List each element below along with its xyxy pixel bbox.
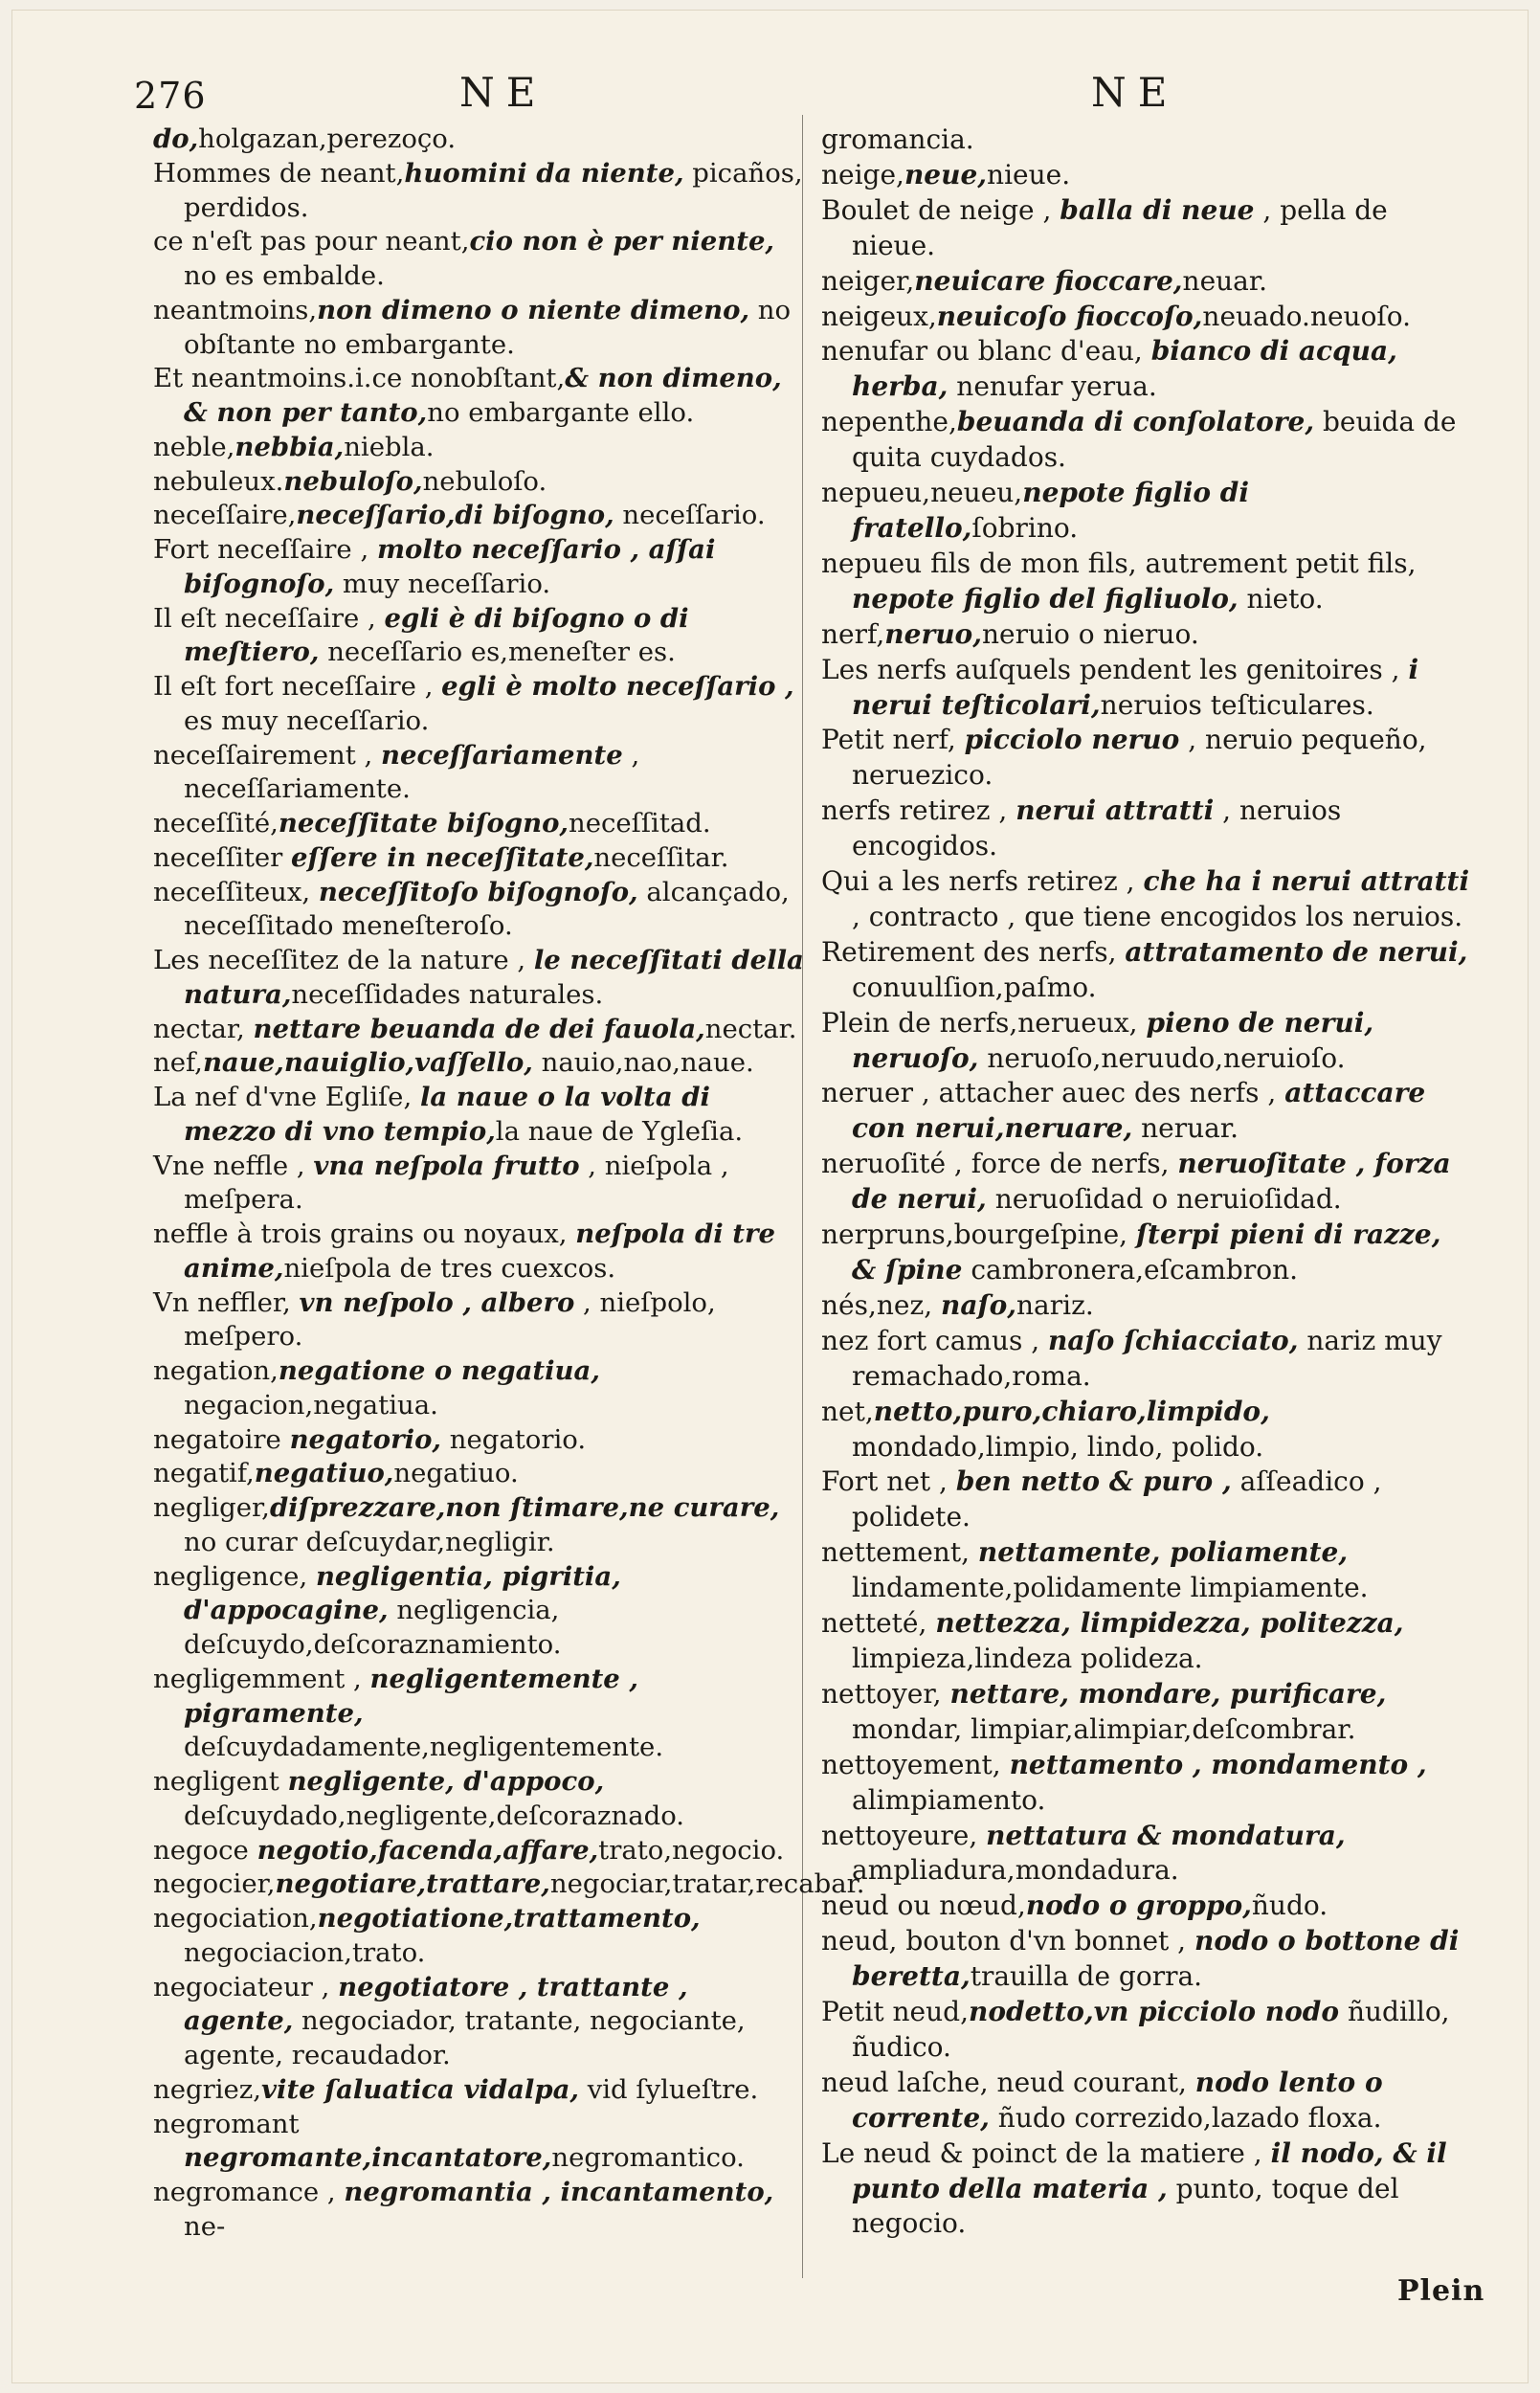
entry-italian: diſprezzare,non ſtimare,ne curare, bbox=[269, 1492, 780, 1523]
dictionary-entry bbox=[153, 602, 804, 671]
entry-headword: nepenthe, bbox=[821, 406, 957, 438]
dictionary-entry bbox=[821, 1395, 1474, 1465]
entry-headword: Les neceſſitez de la nature , bbox=[153, 945, 534, 975]
entry-headword: neble, bbox=[153, 431, 235, 462]
entry-italian: pieno de nerui, neruoſo, bbox=[852, 1006, 1374, 1074]
entry-italian: cio non è per niente, bbox=[469, 226, 775, 257]
entry-spanish: , neruio pequeño, neruezico. bbox=[852, 724, 1427, 792]
entry-italian: negotiatore , trattante , agente, bbox=[184, 1971, 688, 2037]
entry-headword: negocier, bbox=[153, 1868, 276, 1900]
dictionary-entry bbox=[821, 794, 1474, 864]
dictionary-entry bbox=[153, 1218, 804, 1286]
entry-headword: nef, bbox=[153, 1047, 203, 1079]
dictionary-entry bbox=[821, 1006, 1474, 1077]
entry-spanish: nariz. bbox=[1016, 1288, 1094, 1321]
entry-italian: negatione o negatiua, bbox=[278, 1355, 600, 1386]
entry-italian: bianco di acqua, herba, bbox=[852, 335, 1397, 403]
entry-italian: egli è molto neceſſario , bbox=[441, 671, 794, 702]
entry-italian: nettamente, poliamente, bbox=[977, 1536, 1349, 1569]
entry-headword: nerf, bbox=[821, 617, 885, 650]
entry-spanish: neruar. bbox=[1132, 1112, 1239, 1145]
entry-italian: nettare, mondare, purificare, bbox=[949, 1677, 1387, 1710]
entry-italian: nettatura & mondatura, bbox=[986, 1819, 1346, 1851]
dictionary-entry bbox=[821, 864, 1474, 935]
entry-headword: Boulet de neige , bbox=[821, 193, 1060, 226]
entry-headword: Fort neceſſaire , bbox=[153, 534, 377, 565]
entry-spanish: ampliadura,mondadura. bbox=[852, 1854, 1179, 1887]
entry-headword: netteté, bbox=[821, 1607, 936, 1640]
entry-headword: nettoyement, bbox=[821, 1748, 1010, 1780]
entry-spanish: neceſſitar. bbox=[593, 841, 729, 873]
entry-italian: egli è di biſogno o di meſtiero, bbox=[184, 602, 689, 668]
dictionary-entry bbox=[821, 123, 1474, 158]
entry-spanish: trauilla de gorra. bbox=[970, 1960, 1203, 1993]
dictionary-entry bbox=[821, 1748, 1474, 1819]
entry-italian: negotiatione,trattamento, bbox=[317, 1903, 701, 1934]
entry-headword: Qui a les nerfs retirez , bbox=[821, 865, 1144, 898]
dictionary-entry bbox=[821, 1889, 1474, 1924]
dictionary-entry bbox=[821, 334, 1474, 405]
entry-italian: neue, bbox=[904, 158, 988, 190]
entry-headword: neffle à trois grains ou noyaux, bbox=[153, 1219, 576, 1249]
entry-italian: neceſſitate biſogno, bbox=[278, 808, 569, 839]
entry-headword: Il eſt fort neceſſaire , bbox=[153, 671, 442, 702]
entry-headword: nettoyeure, bbox=[821, 1819, 987, 1851]
entry-spanish: ñudo. bbox=[1251, 1890, 1328, 1922]
entry-italian: picciolo neruo bbox=[964, 724, 1180, 756]
dictionary-entry bbox=[821, 723, 1474, 794]
entry-italian: negromantia , incantamento, bbox=[344, 2177, 774, 2207]
dictionary-entry bbox=[153, 123, 804, 157]
entry-headword: Et neantmoins.i.ce nonobſtant, bbox=[153, 363, 566, 394]
dictionary-entry bbox=[153, 1971, 804, 2073]
entry-italian: neceſſario,di biſogno, bbox=[296, 500, 614, 531]
entry-italian: le neceſſitati della natura, bbox=[184, 945, 804, 1010]
entry-italian: negromante,incantatore, bbox=[184, 2142, 552, 2174]
entry-headword: neud ou nœud, bbox=[821, 1890, 1026, 1922]
entry-italian: ben netto & puro , bbox=[955, 1465, 1232, 1498]
entry-spanish: conuulſion,paſmo. bbox=[852, 971, 1097, 1003]
entry-spanish: nenufar yerua. bbox=[948, 370, 1157, 403]
entry-headword: negliger, bbox=[153, 1492, 270, 1523]
entry-spanish: no obſtante no embargante. bbox=[184, 294, 792, 360]
entry-spanish: , pella de nieue. bbox=[852, 193, 1388, 261]
entry-spanish: cambronera,eſcambron. bbox=[962, 1254, 1299, 1286]
dictionary-entry bbox=[153, 362, 804, 431]
entry-headword: Plein de nerfs,nerueux, bbox=[821, 1006, 1147, 1039]
dictionary-entry bbox=[153, 465, 804, 500]
entry-spanish: no curar deſcuydar,negligir. bbox=[184, 1526, 555, 1557]
entry-italian: neuicare fioccare, bbox=[914, 264, 1183, 297]
entry-spanish: limpieza,lindeza polideza. bbox=[852, 1642, 1203, 1674]
entry-headword: nerpruns,bourgeſpine, bbox=[821, 1219, 1136, 1251]
dictionary-entry bbox=[821, 547, 1474, 617]
entry-spanish: picaños, perdidos. bbox=[184, 157, 803, 223]
entry-italian: negatiuo, bbox=[254, 1458, 394, 1489]
entry-headword: neceſſité, bbox=[153, 808, 279, 839]
dictionary-entry bbox=[153, 1423, 804, 1458]
dictionary-entry bbox=[821, 158, 1474, 193]
entry-spanish: neruio o nieruo. bbox=[981, 617, 1199, 650]
entry-spanish: neruoſo,neruudo,neruioſo. bbox=[978, 1041, 1346, 1074]
dictionary-entry bbox=[821, 2136, 1474, 2243]
running-head-right: NE bbox=[1091, 69, 1179, 116]
entry-italian: nepote figlio di fratello, bbox=[852, 477, 1249, 544]
entry-italian: molto neceſſario , aſſai biſognoſo, bbox=[184, 534, 716, 599]
dictionary-entry bbox=[821, 1465, 1474, 1535]
entry-spanish: nieſpola de tres cuexcos. bbox=[283, 1252, 616, 1284]
entry-headword: neud, bouton d'vn bonnet , bbox=[821, 1925, 1194, 1957]
entry-italian: neceſſitoſo biſognoſo, bbox=[318, 876, 638, 907]
entry-italian: neſpola di tre anime, bbox=[184, 1219, 775, 1284]
entry-spanish: la naue de Ygleſia. bbox=[495, 1115, 744, 1147]
entry-headword: Hommes de neant, bbox=[153, 157, 405, 189]
dictionary-entry bbox=[153, 157, 804, 226]
entry-spanish: nectar. bbox=[704, 1013, 797, 1044]
entry-spanish: no es embalde. bbox=[184, 260, 385, 291]
entry-spanish: negatiuo. bbox=[393, 1458, 519, 1489]
dictionary-entry bbox=[153, 1765, 804, 1834]
catchword: Plein bbox=[1397, 2274, 1485, 2308]
entry-spanish: negligencia, deſcuydo,deſcoraznamiento. bbox=[184, 1595, 562, 1660]
entry-headword: nerfs retirez , bbox=[821, 794, 1016, 827]
entry-italian: huomini da niente, bbox=[404, 157, 684, 189]
entry-italian: la naue o la volta di mezzo di vno tempio, bbox=[184, 1082, 710, 1147]
entry-spanish: negromantico. bbox=[551, 2142, 745, 2174]
entry-italian: beuanda di conſolatore, bbox=[956, 406, 1315, 438]
entry-italian: eſſere in neceſſitate, bbox=[291, 841, 594, 873]
entry-italian: i nerui teſticolari, bbox=[852, 653, 1419, 721]
entry-spanish: , neruios encogidos. bbox=[852, 794, 1342, 862]
entry-headword: nez fort camus , bbox=[821, 1324, 1049, 1356]
dictionary-entry bbox=[821, 405, 1474, 476]
entry-italian: negligentia, pigritia, d'appocagine, bbox=[184, 1560, 621, 1626]
entry-spanish: neceſſidades naturales. bbox=[291, 978, 604, 1010]
dictionary-entry bbox=[153, 1081, 804, 1150]
entry-spanish: nebuloſo. bbox=[422, 465, 547, 497]
entry-italian: nodo o groppo, bbox=[1025, 1890, 1252, 1922]
dictionary-entry bbox=[153, 294, 804, 363]
entry-italian: nodo lento o corrente, bbox=[852, 2066, 1383, 2134]
entry-headword: gromancia. bbox=[821, 123, 974, 155]
dictionary-entry bbox=[153, 1834, 804, 1868]
entry-spanish: nieto. bbox=[1238, 582, 1324, 615]
entry-spanish: mondado,limpio, lindo, polido. bbox=[852, 1430, 1264, 1463]
entry-headword: negatif, bbox=[153, 1458, 255, 1489]
entry-italian: naſo ſchiacciato, bbox=[1048, 1324, 1299, 1356]
dictionary-entry bbox=[153, 225, 804, 294]
entry-spanish: mondar, limpiar,alimpiar,deſcombrar. bbox=[852, 1712, 1356, 1745]
entry-spanish: deſcuydadamente,negligentemente. bbox=[184, 1732, 664, 1763]
entry-spanish: neuar. bbox=[1182, 264, 1268, 297]
entry-headword: neceſſairement , bbox=[153, 739, 381, 771]
dictionary-entry bbox=[153, 670, 804, 739]
entry-italian: negligentemente , pigramente, bbox=[184, 1663, 638, 1729]
entry-spanish: ſobrino. bbox=[971, 511, 1079, 544]
dictionary-entry bbox=[153, 533, 804, 602]
entry-spanish: neceſſitad. bbox=[569, 808, 711, 839]
entry-spanish: neceſſario. bbox=[614, 500, 766, 531]
entry-italian: il nodo, & il punto della materia , bbox=[852, 2136, 1447, 2204]
entry-italian: naſo, bbox=[941, 1288, 1016, 1321]
dictionary-entry bbox=[153, 1457, 804, 1491]
entry-spanish: ñudillo, ñudico. bbox=[852, 1996, 1450, 2063]
entry-headword: Retirement des nerfs, bbox=[821, 935, 1126, 968]
entry-headword: negromant bbox=[153, 2108, 300, 2139]
entry-spanish: no embargante ello. bbox=[427, 397, 695, 428]
entry-headword: Les nerfs auſquels pendent les genitoires , bbox=[821, 653, 1409, 685]
entry-headword: negligence, bbox=[153, 1560, 316, 1592]
entry-spanish: , contracto , que tiene encogidos los neruios. bbox=[852, 900, 1463, 932]
entry-italian: non dimeno o niente dimeno, bbox=[317, 294, 750, 325]
entry-spanish: neuado.neuoſo. bbox=[1202, 300, 1412, 332]
entry-italian: neruoſitate , forza de nerui, bbox=[852, 1148, 1451, 1216]
entry-headword: neceſſiter bbox=[153, 841, 292, 873]
entry-headword: neruer , attacher auec des nerfs , bbox=[821, 1077, 1285, 1109]
entry-headword: negligent bbox=[153, 1766, 288, 1797]
entry-italian: negotiare,trattare, bbox=[275, 1868, 550, 1900]
dictionary-entry bbox=[153, 944, 804, 1013]
entry-spanish: neruoſidad o neruioſidad. bbox=[986, 1183, 1342, 1216]
entry-spanish: neceſſario es,meneſter es. bbox=[319, 637, 676, 668]
entry-headword: neantmoins, bbox=[153, 294, 318, 325]
entry-spanish: punto, toque del negocio. bbox=[852, 2172, 1399, 2240]
entry-italian: nebuloſo, bbox=[283, 465, 423, 497]
running-head-left: NE bbox=[459, 69, 547, 116]
page-number: 276 bbox=[134, 75, 207, 117]
dictionary-entry bbox=[821, 1819, 1474, 1890]
dictionary-entry bbox=[153, 2073, 804, 2108]
entry-spanish: negociar,tratar,recabar. bbox=[549, 1868, 865, 1900]
dictionary-entry bbox=[821, 476, 1474, 547]
entry-spanish: , neceſſariamente. bbox=[184, 739, 640, 805]
entry-spanish: deſcuydado,negligente,deſcoraznado. bbox=[184, 1800, 685, 1831]
entry-spanish: trato,negocio. bbox=[598, 1834, 785, 1866]
entry-headword: negation, bbox=[153, 1355, 279, 1386]
entry-headword: nepueu,neueu, bbox=[821, 477, 1023, 509]
entry-headword: neruoſité , force de nerfs, bbox=[821, 1148, 1178, 1180]
dictionary-entry bbox=[153, 876, 804, 945]
entry-italian: naue,nauiglio,vaſſello, bbox=[202, 1047, 533, 1079]
entry-spanish: negacion,negatiua. bbox=[184, 1389, 438, 1420]
entry-italian: ſterpi pieni di razze, & ſpine bbox=[852, 1219, 1441, 1286]
dictionary-entry bbox=[821, 1535, 1474, 1606]
entry-spanish: niebla. bbox=[344, 431, 435, 462]
entry-headword: negatoire bbox=[153, 1423, 290, 1455]
entry-headword: Il eſt neceſſaire , bbox=[153, 602, 385, 634]
dictionary-entry bbox=[153, 1491, 804, 1560]
dictionary-entry bbox=[153, 1286, 804, 1355]
entry-headword: neceſſiteux, bbox=[153, 876, 319, 907]
entry-spanish: lindamente,polidamente limpiamente. bbox=[852, 1572, 1369, 1604]
dictionary-entry bbox=[153, 1013, 804, 1047]
entry-headword: neceſſaire, bbox=[153, 500, 297, 531]
entry-spanish: ñudo correzido,lazado floxa. bbox=[989, 2101, 1382, 2134]
entry-italian: nettezza, limpidezza, politezza, bbox=[935, 1607, 1404, 1640]
entry-italian: nepote figlio del figliuolo, bbox=[852, 582, 1239, 615]
entry-headword: negociation, bbox=[153, 1903, 318, 1934]
entry-spanish: es muy neceſſario. bbox=[184, 704, 430, 736]
entry-spanish: beuida de quita cuydados. bbox=[852, 406, 1457, 474]
entry-italian: negatorio, bbox=[289, 1423, 441, 1455]
entry-headword: Petit nerf, bbox=[821, 724, 965, 756]
dictionary-entry bbox=[821, 1995, 1474, 2066]
entry-italian: netto,puro,chiaro,limpido, bbox=[873, 1395, 1270, 1427]
dictionary-entry bbox=[821, 1606, 1474, 1677]
dictionary-entry bbox=[153, 2108, 804, 2177]
entry-headword: negligemment , bbox=[153, 1663, 370, 1694]
entry-headword: Vne neffle , bbox=[153, 1150, 314, 1181]
entry-italian: nodo o bottone di beretta, bbox=[852, 1925, 1460, 1993]
entry-italian: nettamento , mondamento , bbox=[1009, 1748, 1427, 1780]
dictionary-entry bbox=[821, 193, 1474, 264]
dictionary-entry bbox=[821, 653, 1474, 724]
entry-italian: neceſſariamente bbox=[380, 739, 623, 771]
entry-spanish: , nieſpolo, meſpero. bbox=[184, 1286, 716, 1353]
entry-spanish: nieue. bbox=[987, 158, 1071, 190]
entry-spanish: negatorio. bbox=[441, 1423, 587, 1455]
entry-spanish: nauio,nao,naue. bbox=[532, 1047, 754, 1079]
entry-italian: neruo, bbox=[884, 617, 982, 650]
entry-spanish: alcançado, neceſſitado meneſteroſo. bbox=[184, 876, 790, 942]
dictionary-entry bbox=[153, 1663, 804, 1765]
entry-italian: neuicoſo fioccoſo, bbox=[936, 300, 1203, 332]
entry-italian: balla di neue bbox=[1060, 193, 1255, 226]
entry-italian: vna neſpola frutto bbox=[313, 1150, 580, 1181]
dictionary-entry bbox=[821, 617, 1474, 653]
dictionary-entry bbox=[821, 935, 1474, 1006]
entry-spanish: alimpiamento. bbox=[852, 1783, 1046, 1816]
entry-spanish: , nieſpola , meſpera. bbox=[184, 1150, 729, 1216]
entry-headword: nettement, bbox=[821, 1536, 978, 1569]
dictionary-entry bbox=[821, 1677, 1474, 1748]
dictionary-entry bbox=[153, 1354, 804, 1423]
entry-italian: nerui attratti bbox=[1016, 794, 1215, 827]
entry-spanish: neruios teſticulares. bbox=[1100, 688, 1374, 721]
entry-spanish: negociador, tratante, negociante, agente, recaudador. bbox=[184, 2005, 746, 2070]
entry-headword: nettoyer, bbox=[821, 1677, 950, 1710]
entry-italian: & non dimeno, & non per tanto, bbox=[184, 363, 782, 428]
right-column bbox=[821, 123, 1474, 2242]
entry-headword: net, bbox=[821, 1395, 874, 1427]
dictionary-entry bbox=[153, 1046, 804, 1081]
entry-spanish: vid ſylueſtre. bbox=[578, 2073, 759, 2105]
entry-spanish: aſſeadico , polidete. bbox=[852, 1465, 1382, 1533]
entry-italian: do, bbox=[153, 123, 199, 154]
entry-spanish: negociacion,trato. bbox=[184, 1936, 426, 1968]
entry-headword: nés,nez, bbox=[821, 1288, 942, 1321]
entry-headword: nectar, bbox=[153, 1013, 254, 1044]
dictionary-entry bbox=[153, 431, 804, 465]
dictionary-entry bbox=[153, 499, 804, 533]
entry-italian: che ha i nerui attratti bbox=[1143, 865, 1470, 898]
dictionary-entry bbox=[821, 2066, 1474, 2136]
entry-spanish: muy neceſſario. bbox=[334, 568, 551, 599]
entry-italian: negligente, d'appoco, bbox=[287, 1766, 605, 1797]
entry-headword: Fort net , bbox=[821, 1465, 956, 1498]
entry-headword: Petit neud, bbox=[821, 1996, 969, 2028]
entry-headword: neud laſche, neud courant, bbox=[821, 2066, 1195, 2098]
entry-headword: neige, bbox=[821, 158, 904, 190]
entry-italian: attratamento de nerui, bbox=[1125, 935, 1468, 968]
entry-spanish: holgazan,perezoço. bbox=[198, 123, 457, 154]
entry-headword: Le neud & poinct de la matiere , bbox=[821, 2136, 1271, 2169]
entry-headword: nepueu fils de mon fils, autrement petit fils, bbox=[821, 547, 1417, 579]
dictionary-entry bbox=[821, 1288, 1474, 1324]
dictionary-entry bbox=[153, 2176, 804, 2245]
entry-italian: attaccare con nerui,neruare, bbox=[852, 1077, 1426, 1145]
entry-spanish: nariz muy remachado,roma. bbox=[852, 1324, 1442, 1392]
dictionary-entry bbox=[821, 300, 1474, 335]
dictionary-entry bbox=[821, 264, 1474, 300]
entry-italian: negotio,facenda,affare, bbox=[257, 1834, 599, 1866]
dictionary-entry bbox=[153, 841, 804, 876]
dictionary-entry bbox=[153, 1902, 804, 1971]
entry-headword: Vn neffler, bbox=[153, 1286, 300, 1318]
entry-spanish: ne- bbox=[184, 2210, 226, 2242]
dictionary-entry bbox=[821, 1324, 1474, 1395]
entry-headword: negriez, bbox=[153, 2073, 262, 2105]
dictionary-entry bbox=[821, 1218, 1474, 1288]
entry-italian: nettare beuanda de dei fauola, bbox=[253, 1013, 705, 1044]
dictionary-entry bbox=[821, 1147, 1474, 1218]
dictionary-entry bbox=[821, 1924, 1474, 1995]
entry-italian: vn neſpolo , albero bbox=[299, 1286, 575, 1318]
entry-headword: negociateur , bbox=[153, 1971, 339, 2002]
dictionary-entry bbox=[153, 1867, 865, 1902]
dictionary-entry bbox=[153, 1560, 804, 1663]
entry-italian: vite ſaluatica vidalpa, bbox=[261, 2073, 579, 2105]
entry-italian: nodetto,vn picciolo nodo bbox=[968, 1996, 1340, 2028]
entry-headword: neigeux, bbox=[821, 300, 937, 332]
entry-headword: negromance , bbox=[153, 2177, 345, 2207]
entry-headword: neiger, bbox=[821, 264, 915, 297]
entry-headword: nenufar ou blanc d'eau, bbox=[821, 335, 1151, 368]
dictionary-entry bbox=[153, 739, 804, 808]
entry-headword: negoce bbox=[153, 1834, 257, 1866]
dictionary-entry bbox=[821, 1076, 1474, 1147]
dictionary-entry bbox=[153, 807, 804, 841]
entry-headword: La nef d'vne Egliſe, bbox=[153, 1082, 420, 1112]
dictionary-entry bbox=[153, 1150, 804, 1219]
entry-headword: ce n'eſt pas pour neant, bbox=[153, 226, 470, 257]
entry-italian: nebbia, bbox=[234, 431, 345, 462]
entry-headword: nebuleux. bbox=[153, 465, 284, 497]
